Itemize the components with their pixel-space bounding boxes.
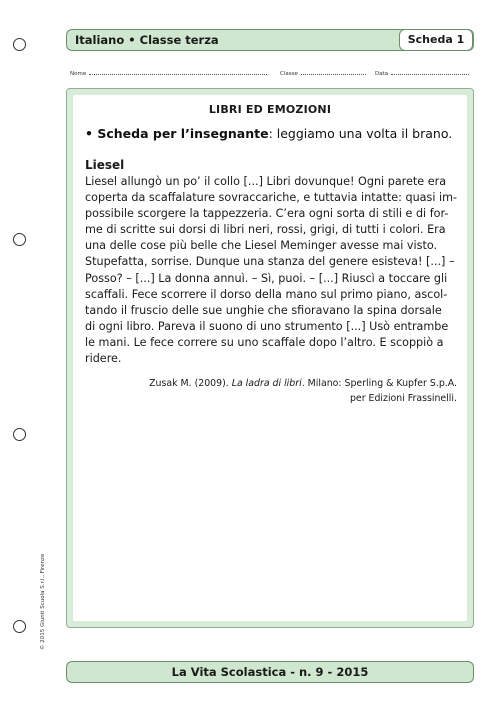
story-line: possibile scorgere la tappezzeria. C’era ogni sorta di stili e di for- — [85, 207, 449, 221]
story-line: una delle cose più belle che Liesel Meminger avesse mai visto. — [85, 239, 438, 253]
story-line: me di scritte sui dorsi di libri neri, rossi, grigi, di tutti i colori. Era — [85, 223, 446, 237]
binder-hole-2 — [13, 233, 26, 246]
teacher-instruction — [85, 126, 452, 141]
class-label: Classe — [280, 71, 298, 77]
citation-author: Zusak M. (2009). — [149, 378, 232, 389]
subject-label: Italiano • Classe terza — [75, 33, 219, 47]
story-line: di ogni libro. Pareva il suono di uno strumento [...] Usò entrambe — [85, 319, 449, 333]
story-line: coperta da scaffalature sovraccariche, e tuttavia intatte: quasi im- — [85, 191, 458, 205]
name-field[interactable] — [70, 69, 267, 77]
class-field[interactable] — [280, 69, 366, 77]
citation-line2: per Edizioni Frassinelli. — [349, 393, 457, 404]
citation-publisher: . Milano: Sperling & Kupfer S.p.A. — [301, 378, 457, 389]
sheet-number: Scheda 1 — [399, 29, 473, 51]
citation-book: La ladra di libri — [231, 378, 302, 389]
story-line: le mani. Le fece correre su uno scaffale dopo l’altro. E scoppiò a — [85, 335, 444, 349]
story-title: Liesel — [85, 158, 125, 172]
instruction-rest: : leggiamo una volta il brano. — [268, 126, 453, 141]
copyright-note: © 2015 Giunti Scuola S.r.l., Firenze — [40, 553, 46, 650]
story-line: scaffali. Fece scorrere il dorso della mano sul primo piano, ascol- — [85, 287, 448, 301]
story-line: ridere. — [85, 352, 122, 366]
instruction-bold: • Scheda per l’insegnante — [85, 126, 269, 141]
page-title: LIBRI ED EMOZIONI — [208, 103, 332, 116]
story-line: Posso? – [...] La donna annuì. – Sì, puoi. – [...] Riuscì a toccare gli — [85, 271, 448, 285]
story-body — [85, 174, 457, 367]
student-fields — [70, 69, 470, 81]
story-line: tando il fruscio delle sue unghie che sfioravano la spina dorsale — [85, 303, 442, 317]
binder-hole-4 — [13, 620, 26, 633]
date-label: Data — [375, 71, 389, 77]
binder-hole-3 — [13, 428, 26, 441]
content-inner — [73, 95, 467, 621]
binder-hole-1 — [13, 38, 26, 51]
name-label: Nome — [70, 71, 87, 77]
story-line: Liesel allungò un po’ il collo [...] Libri dovunque! Ogni parete era — [85, 175, 447, 188]
date-field[interactable] — [375, 69, 469, 77]
citation — [149, 376, 457, 406]
content-panel — [66, 88, 474, 628]
footer-bar: La Vita Scolastica - n. 9 - 2015 — [66, 661, 474, 683]
header-bar — [66, 29, 474, 51]
story-line: Stupefatta, sorrise. Dunque una stanza del genere esisteva! [...] – — [85, 255, 455, 269]
